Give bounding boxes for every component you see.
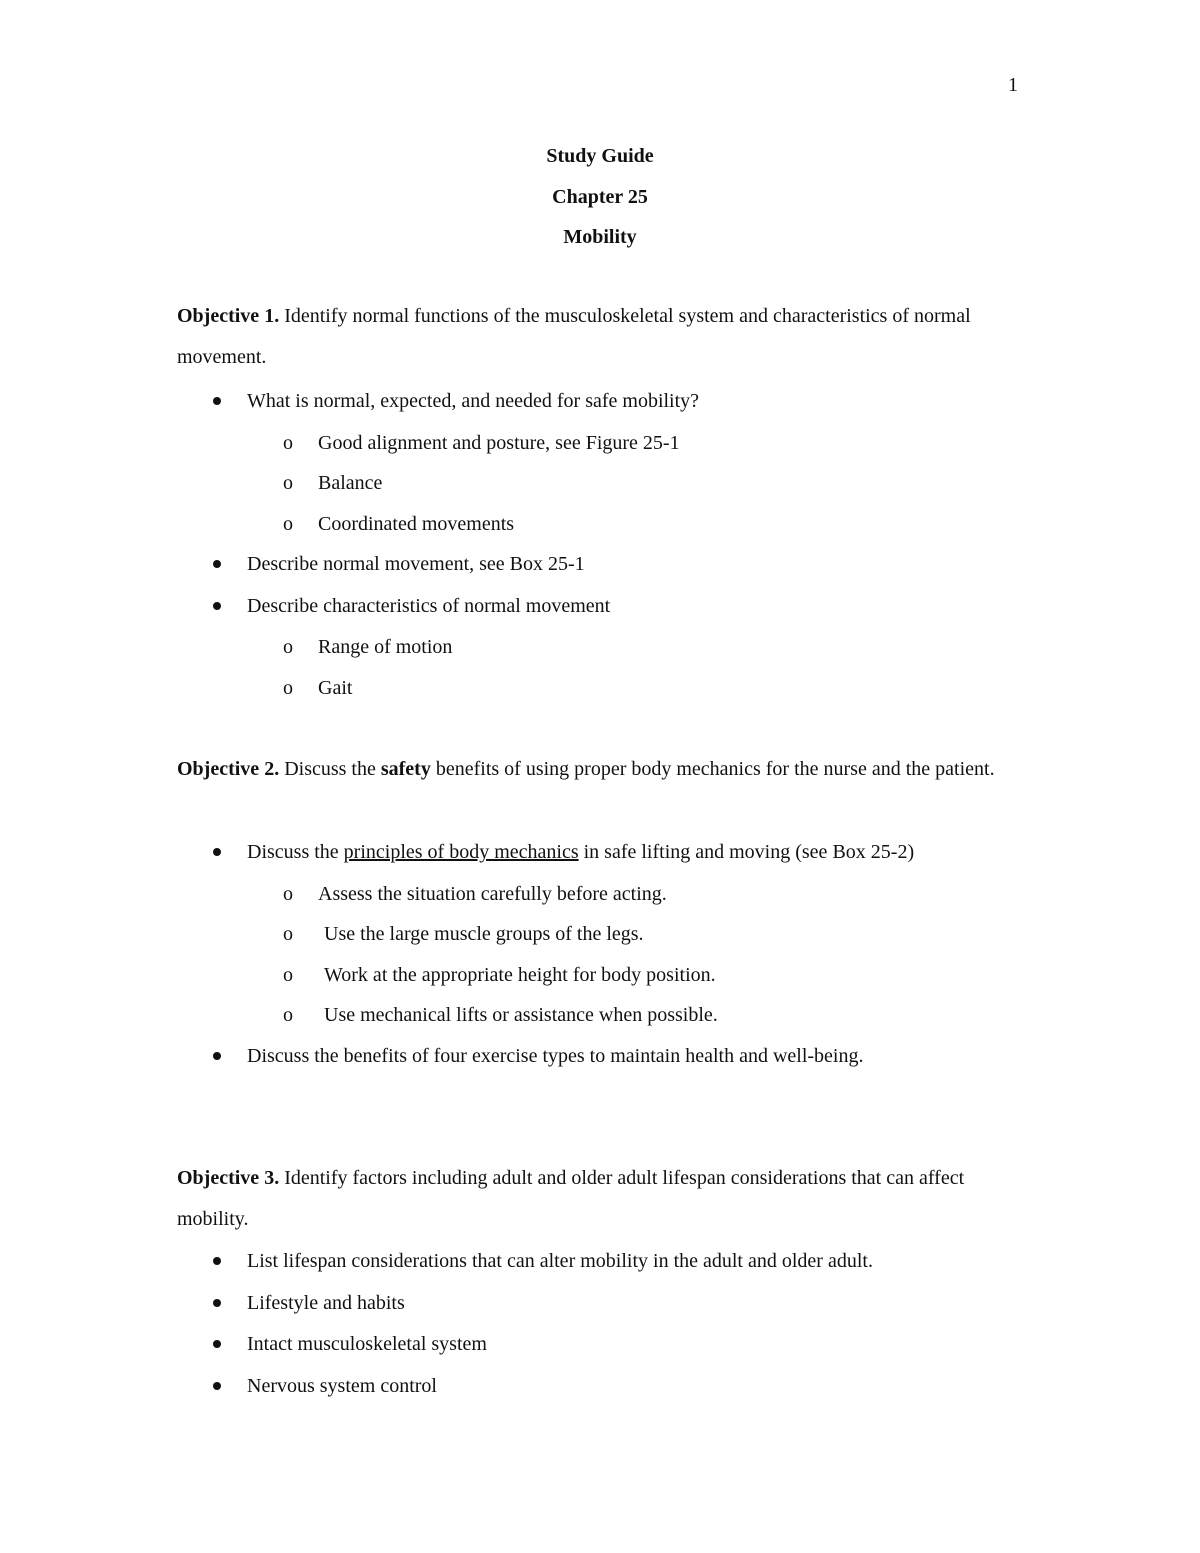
sub-list-item: o Use the large muscle groups of the legs. xyxy=(0,914,1200,955)
sub-bullet-icon: o xyxy=(283,431,293,454)
objective-3-list xyxy=(0,1241,1200,1407)
bullet-icon xyxy=(213,1257,221,1265)
sub-list-item: o Work at the appropriate height for body position. xyxy=(0,955,1200,996)
objective-3-heading xyxy=(177,1158,1022,1239)
objective-2-heading: Objective 2. Discuss the safety benefits of using proper body mechanics for the nurse and the patient. xyxy=(177,758,995,780)
objective-1-list xyxy=(0,381,1200,708)
bullet-icon xyxy=(213,1382,221,1390)
objective-1-label: Objective 1. xyxy=(177,305,280,327)
objective-3-text: Identify factors including adult and older adult lifespan considerations that can affect mobility. xyxy=(177,1167,965,1230)
sub-list-item: o Balance xyxy=(0,463,1200,504)
sub-list-item: o Use mechanical lifts or assistance when possible. xyxy=(0,995,1200,1036)
underlined-term: principles of body mechanics xyxy=(343,841,579,863)
sub-list-item: o Assess the situation carefully before acting. xyxy=(0,874,1200,915)
sub-bullet-icon: o xyxy=(283,963,293,986)
sub-bullet-icon: o xyxy=(283,636,293,658)
sub-bullet-icon: o xyxy=(283,472,293,494)
sub-list-item: o Gait xyxy=(0,668,1200,709)
list-item: Intact musculoskeletal system xyxy=(0,1324,1027,1366)
sub-list-item: o Good alignment and posture, see Figure 25-1 xyxy=(0,423,1200,464)
sub-bullet-icon: o xyxy=(283,923,293,945)
list-item: Discuss the benefits of four exercise types to maintain health and well-being. xyxy=(0,1036,1027,1078)
sub-bullet-icon: o xyxy=(283,512,293,535)
bullet-icon xyxy=(213,1299,221,1307)
title-block xyxy=(0,143,1200,265)
bullet-icon xyxy=(213,560,221,568)
list-item: What is normal, expected, and needed for safe mobility? xyxy=(0,381,1027,423)
list-item: Describe characteristics of normal movement xyxy=(0,586,1027,628)
bullet-icon xyxy=(213,397,221,405)
bullet-icon xyxy=(213,1340,221,1348)
objective-3-label: Objective 3. xyxy=(177,1167,280,1189)
list-item: Discuss the principles of body mechanics in safe lifting and moving (see Box 25-2) xyxy=(0,832,1027,874)
bullet-icon xyxy=(213,602,221,610)
title-topic: Mobility xyxy=(563,226,637,248)
sub-bullet-icon: o xyxy=(283,882,293,905)
sub-bullet-icon: o xyxy=(283,1004,293,1026)
list-item: Nervous system control xyxy=(0,1366,1027,1408)
list-item: List lifespan considerations that can alter mobility in the adult and older adult. xyxy=(0,1241,1027,1283)
sub-list-item: o Coordinated movements xyxy=(0,504,1200,545)
list-item: Lifestyle and habits xyxy=(0,1283,1027,1325)
objective-1-heading xyxy=(177,296,1022,377)
title-study-guide: Study Guide xyxy=(546,145,654,167)
objective-1-text: Identify normal functions of the musculoskeletal system and characteristics of normal movement. xyxy=(177,305,971,368)
bullet-icon xyxy=(213,848,221,856)
emphasis-safety: safety xyxy=(380,758,431,780)
objective-2-label: Objective 2. xyxy=(177,758,280,780)
objective-2-list xyxy=(0,832,1200,1077)
sub-bullet-icon: o xyxy=(283,676,293,699)
page-number: 1 xyxy=(1008,74,1018,96)
bullet-icon xyxy=(213,1052,221,1060)
sub-list-item: o Range of motion xyxy=(0,627,1200,668)
list-item: Describe normal movement, see Box 25-1 xyxy=(0,544,1027,586)
title-chapter: Chapter 25 xyxy=(552,185,648,208)
